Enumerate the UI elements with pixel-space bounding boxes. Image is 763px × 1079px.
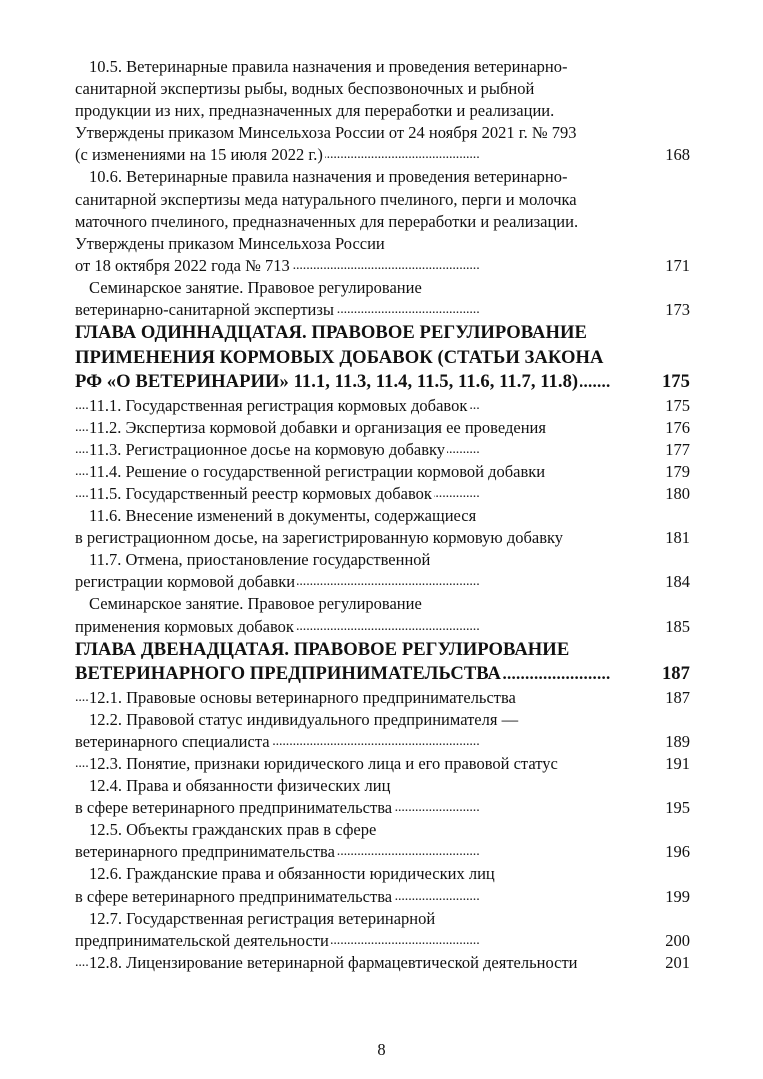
toc-entry-text: ПРИМЕНЕНИЯ КОРМОВЫХ ДОБАВОК (СТАТЬИ ЗАКОНА bbox=[75, 346, 604, 368]
toc-entry-text: Утверждены приказом Минсельхоза России bbox=[75, 233, 385, 253]
toc-page-number: 168 bbox=[663, 144, 690, 166]
table-of-contents bbox=[75, 56, 690, 974]
toc-entry-line bbox=[75, 100, 690, 122]
toc-entry-line bbox=[75, 571, 690, 593]
toc-entry-text: 11.5. Государственный реестр кормовых добавок bbox=[89, 484, 432, 503]
toc-entry-text: от 18 октября 2022 года № 713 bbox=[75, 255, 290, 275]
toc-entry-text: 12.5. Объекты гражданских прав в сфере bbox=[89, 820, 377, 840]
toc-entry-line bbox=[75, 753, 690, 775]
toc-entry-text: 12.1. Правовые основы ветеринарного предпринимательства bbox=[89, 687, 516, 707]
toc-page-number: 179 bbox=[663, 461, 690, 483]
toc-page-number: 181 bbox=[663, 527, 690, 549]
toc-entry-text: 12.3. Понятие, признаки юридического лица и его правовой статус bbox=[89, 753, 558, 773]
toc-entry-text: 10.6. Ветеринарные правила назначения и проведения ветеринарно- bbox=[89, 167, 568, 187]
toc-entry-line bbox=[75, 593, 690, 615]
toc-entry-text: 11.2. Экспертиза кормовой добавки и организация ее проведения bbox=[89, 417, 546, 437]
toc-entry-text: Утверждены приказом Минсельхоза России от 24 ноября 2021 г. № 793 bbox=[75, 123, 577, 143]
toc-page-number: 175 bbox=[663, 395, 690, 417]
toc-page-number: 199 bbox=[663, 886, 690, 908]
toc-entry-text: (с изменениями на 15 июля 2022 г.) bbox=[75, 145, 323, 165]
toc-entry-text: 12.6. Гражданские права и обязанности юридических лиц bbox=[89, 864, 495, 884]
toc-entry-line bbox=[75, 122, 690, 144]
toc-page-number: 201 bbox=[663, 952, 690, 974]
toc-entry-line bbox=[75, 709, 690, 731]
toc-entry-line bbox=[75, 56, 690, 78]
toc-page-number: 200 bbox=[663, 930, 690, 952]
chapter-heading-line bbox=[75, 662, 690, 687]
toc-entry-text: ВЕТЕРИНАРНОГО ПРЕДПРИНИМАТЕЛЬСТВА bbox=[75, 663, 502, 685]
toc-entry-line bbox=[75, 687, 690, 709]
chapter-heading-line bbox=[75, 346, 690, 371]
toc-entry-text: 10.5. Ветеринарные правила назначения и проведения ветеринарно- bbox=[89, 57, 568, 76]
toc-entry-text: РФ «О ВЕТЕРИНАРИИ» 11.1, 11.3, 11.4, 11.5, 11.6, 11.7, 11.8) bbox=[75, 371, 579, 393]
toc-entry-line bbox=[75, 549, 690, 571]
toc-page-number: 189 bbox=[663, 731, 690, 753]
toc-entry-line bbox=[75, 299, 690, 321]
toc-entry-text: 12.2. Правовой статус индивидуального предпринимателя — bbox=[89, 709, 519, 729]
toc-entry-line bbox=[75, 863, 690, 885]
toc-entry-text: санитарной экспертизы меда натурального пчелиного, перги и молочка bbox=[75, 189, 577, 209]
toc-page-number: 184 bbox=[663, 571, 690, 593]
toc-page-number: 177 bbox=[663, 439, 690, 461]
toc-entry-text: регистрации кормовой добавки bbox=[75, 572, 296, 592]
toc-entry-text: санитарной экспертизы рыбы, водных беспозвоночных и рыбной bbox=[75, 79, 535, 99]
toc-page-number: 185 bbox=[663, 616, 690, 638]
toc-entry-text: 11.6. Внесение изменений в документы, содержащиеся bbox=[89, 506, 477, 526]
toc-entry-line bbox=[75, 731, 690, 753]
toc-entry-line bbox=[75, 886, 690, 908]
toc-entry-line bbox=[75, 527, 690, 549]
toc-entry-line bbox=[75, 819, 690, 841]
toc-page-number: 175 bbox=[660, 370, 690, 395]
toc-page-number: 180 bbox=[663, 483, 690, 505]
toc-entry-line bbox=[75, 483, 690, 505]
toc-entry-text: 11.1. Государственная регистрация кормовых добавок bbox=[89, 395, 468, 415]
toc-entry-line bbox=[75, 233, 690, 255]
toc-page-number: 173 bbox=[663, 299, 690, 321]
toc-entry-text: 12.7. Государственная регистрация ветеринарной bbox=[89, 908, 436, 928]
toc-entry-line bbox=[75, 952, 690, 974]
toc-entry-line bbox=[75, 211, 690, 233]
toc-entry-line bbox=[75, 166, 690, 188]
toc-entry-line bbox=[75, 78, 690, 100]
toc-entry-line bbox=[75, 439, 690, 461]
toc-page-number: 187 bbox=[663, 687, 690, 709]
toc-entry-text: продукции из них, предназначенных для переработки и реализации. bbox=[75, 101, 555, 121]
toc-entry-text: в регистрационном досье, на зарегистрированную кормовую добавку bbox=[75, 528, 564, 548]
toc-entry-line bbox=[75, 505, 690, 527]
toc-entry-text: ветеринарного предпринимательства bbox=[75, 842, 335, 862]
toc-entry-line bbox=[75, 841, 690, 863]
toc-entry-line bbox=[75, 461, 690, 483]
toc-entry-text: маточного пчелиного, предназначенных для переработки и реализации. bbox=[75, 211, 579, 231]
toc-entry-text: 11.7. Отмена, приостановление государственной bbox=[89, 550, 431, 570]
toc-entry-line bbox=[75, 775, 690, 797]
toc-page-number: 195 bbox=[663, 797, 690, 819]
toc-entry-line bbox=[75, 255, 690, 277]
toc-entry-text: ветеринарного специалиста bbox=[75, 731, 270, 751]
toc-entry-text: 12.4. Права и обязанности физических лиц bbox=[89, 776, 391, 796]
toc-entry-text: 12.8. Лицензирование ветеринарной фармацевтической деятельности bbox=[89, 952, 578, 972]
toc-entry-text: предпринимательской деятельности bbox=[75, 930, 329, 950]
page-number: 8 bbox=[377, 1040, 386, 1059]
toc-entry-line bbox=[75, 616, 690, 638]
toc-page-number: 196 bbox=[663, 841, 690, 863]
toc-entry-text: 11.4. Решение о государственной регистрации кормовой добавки bbox=[89, 461, 546, 481]
toc-page-number: 176 bbox=[663, 417, 690, 439]
chapter-heading-line bbox=[75, 370, 690, 395]
toc-entry-text: 11.3. Регистрационное досье на кормовую добавку bbox=[89, 439, 446, 459]
toc-entry-text: в сфере ветеринарного предпринимательства bbox=[75, 798, 393, 818]
chapter-heading-line bbox=[75, 638, 690, 663]
toc-entry-text: ГЛАВА ОДИННАДЦАТАЯ. ПРАВОВОЕ РЕГУЛИРОВАНИЕ bbox=[75, 322, 587, 344]
toc-page-number: 187 bbox=[660, 662, 690, 687]
toc-entry-line bbox=[75, 908, 690, 930]
toc-entry-line bbox=[75, 417, 690, 439]
toc-entry-line bbox=[75, 797, 690, 819]
toc-entry-line bbox=[75, 395, 690, 417]
toc-entry-text: применения кормовых добавок bbox=[75, 616, 294, 636]
toc-entry-line bbox=[75, 189, 690, 211]
toc-entry-line bbox=[75, 930, 690, 952]
toc-entry-line bbox=[75, 144, 690, 166]
toc-entry-text: ГЛАВА ДВЕНАДЦАТАЯ. ПРАВОВОЕ РЕГУЛИРОВАНИЕ bbox=[75, 638, 570, 660]
toc-page-number: 191 bbox=[663, 753, 690, 775]
toc-entry-text: в сфере ветеринарного предпринимательства bbox=[75, 886, 393, 906]
toc-entry-text: Семинарское занятие. Правовое регулирование bbox=[89, 594, 422, 614]
toc-entry-line bbox=[75, 277, 690, 299]
toc-entry-text: ветеринарно-санитарной экспертизы bbox=[75, 300, 334, 320]
chapter-heading-line bbox=[75, 321, 690, 346]
toc-entry-text: Семинарское занятие. Правовое регулирование bbox=[89, 277, 422, 297]
toc-page-number: 171 bbox=[663, 255, 690, 277]
